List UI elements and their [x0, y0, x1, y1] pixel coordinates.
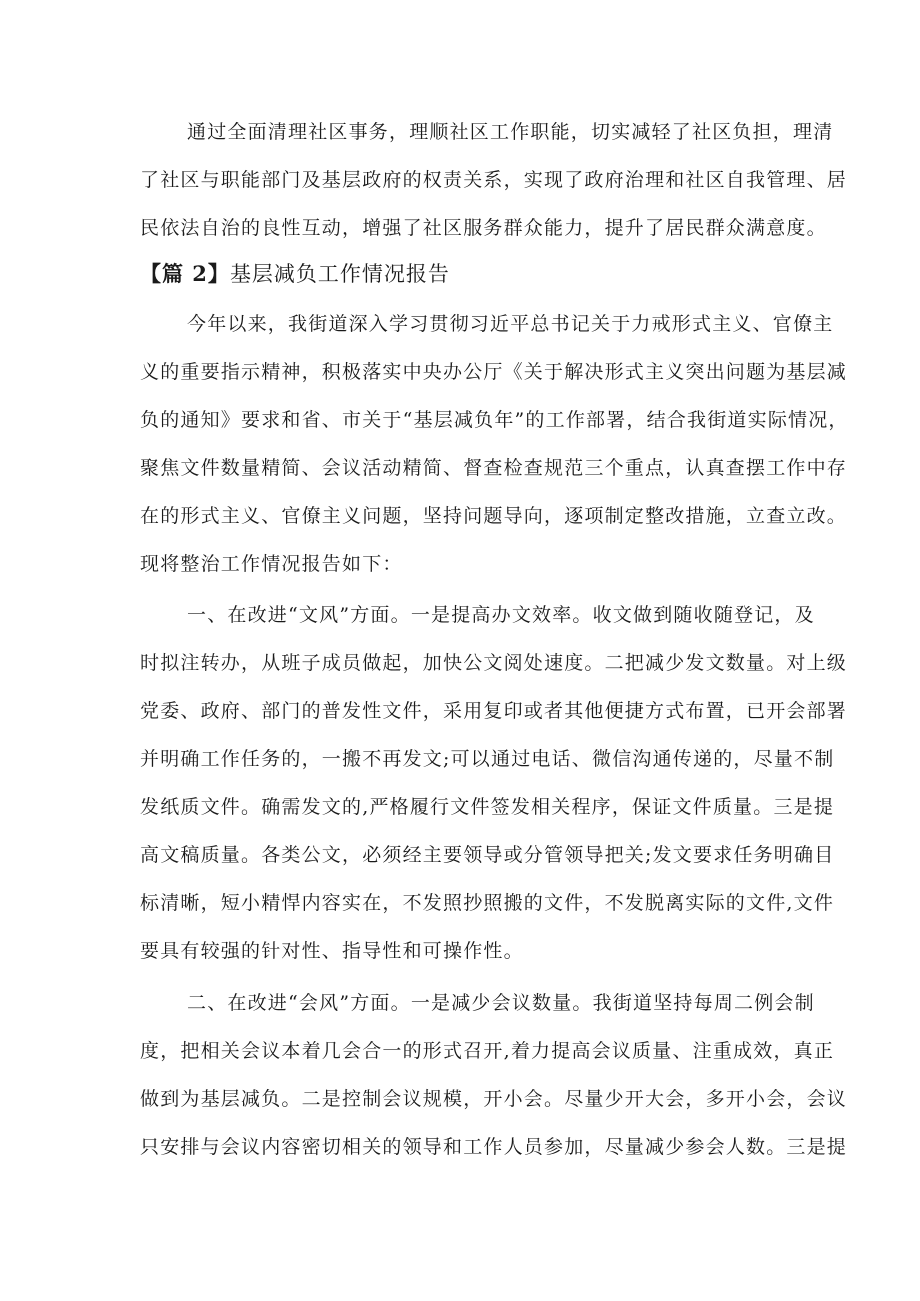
paragraph-2-line-2: 义的重要指示精神，积极落实中央办公厅《关于解决形式主义突出问题为基层减: [140, 361, 848, 383]
paragraph-4-line-4: 只安排与会议内容密切相关的领导和工作人员参加，尽量减少参会人数。三是提: [140, 1136, 848, 1158]
section-heading-marker: 【篇 2】: [140, 261, 230, 286]
paragraph-3-line-3: 党委、政府、部门的普发性文件，采用复印或者其他便捷方式布置，已开会部署: [140, 700, 848, 722]
paragraph-3-line-7: 标清晰，短小精悍内容实在，不发照抄照搬的文件，不发脱离实际的文件,文件: [140, 892, 835, 914]
paragraph-3-line-8: 要具有较强的针对性、指导性和可操作性。: [140, 940, 524, 962]
section-heading-title: 基层减负工作情况报告: [229, 262, 450, 286]
paragraph-2-line-4: 聚焦文件数量精简、会议活动精简、督查检查规范三个重点，认真查摆工作中存: [140, 457, 848, 479]
paragraph-3-line-2: 时拟注转办，从班子成员做起，加快公文阅处速度。二把减少发文数量。对上级: [140, 652, 848, 674]
paragraph-2-line-1: 今年以来，我街道深入学习贯彻习近平总书记关于力戒形式主义、官僚主: [187, 313, 834, 335]
paragraph-3-line-4: 并明确工作任务的，一搬不再发文;可以通过电话、微信沟通传递的，尽量不制: [140, 748, 835, 770]
paragraph-1-line-2: 了社区与职能部门及基层政府的权责关系，实现了政府治理和社区自我管理、居: [140, 169, 848, 191]
paragraph-4-line-1: 二、在改进“会风”方面。一是减少会议数量。我街道坚持每周二例会制: [187, 992, 815, 1014]
paragraph-1-line-3: 民依法自治的良性互动，增强了社区服务群众能力，提升了居民群众满意度。: [140, 217, 827, 239]
paragraph-2-line-6: 现将整治工作情况报告如下：: [140, 553, 403, 575]
paragraph-1-line-1: 通过全面清理社区事务，理顺社区工作职能，切实减轻了社区负担，理清: [187, 121, 834, 143]
paragraph-2-line-3: 负的通知》要求和省、市关于“基层减负年”的工作部署，结合我街道实际情况，: [140, 409, 849, 431]
paragraph-3-line-6: 高文稿质量。各类公文，必须经主要领导或分管领导把关;发文要求任务明确目: [140, 844, 835, 866]
paragraph-2-line-5: 在的形式主义、官僚主义问题，坚持问题导向，逐项制定整改措施，立查立改。: [140, 505, 848, 527]
paragraph-4-line-3: 做到为基层减负。二是控制会议规模，开小会。尽量少开大会，多开小会，会议: [140, 1088, 848, 1110]
paragraph-3-line-1: 一、在改进“文风”方面。一是提高办文效率。收文做到随收随登记，及: [187, 604, 815, 626]
paragraph-3-line-5: 发纸质文件。确需发文的,严格履行文件签发相关程序，保证文件质量。三是提: [140, 796, 835, 818]
section-heading: [140, 259, 800, 289]
paragraph-4-line-2: 度，把相关会议本着几会合一的形式召开,着力提高会议质量、注重成效，真正: [140, 1040, 835, 1062]
